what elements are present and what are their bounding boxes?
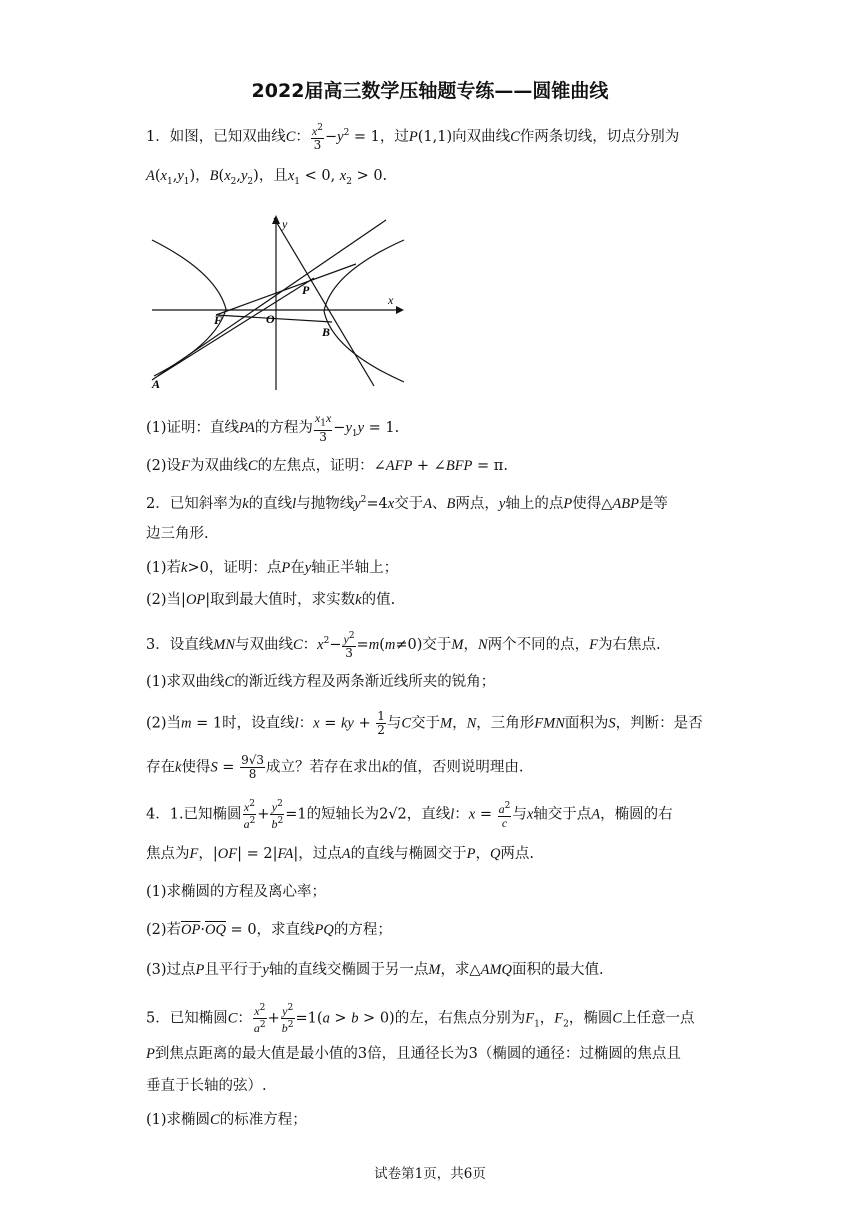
q4-part-1: (1)求椭圆的方程及离心率； bbox=[146, 884, 327, 900]
q2-line-2: 边三角形. bbox=[146, 526, 209, 542]
q5-line-3: 垂直于长轴的弦）. bbox=[146, 1078, 267, 1094]
q3-line-1: 3．设直线MN与双曲线C：$x^2-$ $\frac{y^2}{3}$ =m(m≠0)交于M，N两个不同的点，F为右焦点. bbox=[146, 631, 661, 660]
line-ap bbox=[158, 278, 314, 376]
q2-part-1: (1)若k>0，证明：点P在y轴正半轴上； bbox=[146, 560, 399, 576]
q3-part-1: (1)求双曲线C的渐近线方程及两条渐近线所夹的锐角； bbox=[146, 674, 496, 690]
q5-line-1: 5．已知椭圆C： $\frac{x^2}{a^2}$ + $\frac{y^2}{b^2}$ =1(a > b > 0)的左，右焦点分别为$F_1$，$F_2$，椭圆C上任意一点 bbox=[146, 1003, 695, 1035]
tangent-pa bbox=[152, 220, 386, 380]
label-o: O bbox=[266, 312, 275, 326]
hyperbola-figure bbox=[146, 212, 408, 392]
q3-part-2-cont: 存在k使得S = $\frac{9√3}{8}$ 成立？若存在求出k的值，否则说明理由. bbox=[146, 753, 524, 781]
label-x: x bbox=[388, 293, 394, 307]
q2-part-2: (2)当|OP|取到最大值时，求实数k的值. bbox=[146, 592, 396, 608]
label-p: P bbox=[302, 283, 310, 297]
q4-part-3: (3)过点P且平行于y轴的直线交椭圆于另一点M，求△AMQ面积的最大值. bbox=[146, 962, 604, 978]
q4-part-2: (2)若$\overline{OP}\cdot\overline{OQ} = 0$，求直线PQ的方程； bbox=[146, 922, 392, 938]
label-b: B bbox=[322, 325, 331, 339]
right-branch bbox=[324, 240, 404, 382]
q1-line-2: $A(x_1,y_1)$，$B(x_2,y_2)$，且$x_1 < 0$, $x_2 > 0$. bbox=[146, 168, 388, 187]
label-y: y bbox=[282, 217, 288, 231]
q4-line-2: 焦点为F，|OF| = 2|FA|，过点A的直线与椭圆交于P，Q两点. bbox=[146, 846, 535, 862]
q1-part-1: (1)证明：直线PA的方程为 $\frac{x_1x}{3}$ $-y_1y = 1$. bbox=[146, 411, 400, 445]
q1-part-2: (2)设F为双曲线C的左焦点，证明：∠AFP + ∠BFP = π. bbox=[146, 458, 508, 474]
q5-part-1: (1)求椭圆C的标准方程； bbox=[146, 1112, 307, 1128]
left-branch bbox=[152, 240, 226, 376]
label-a: A bbox=[152, 377, 161, 391]
page-footer: 试卷第1页，共6页 bbox=[374, 1166, 486, 1182]
q3-part-2: (2)当m = 1时，设直线l：x = ky + $\frac{1}{2}$ 与C交于M，N，三角形FMN面积为S，判断：是否 bbox=[146, 709, 703, 737]
tangent-pb bbox=[274, 218, 374, 386]
label-f: F bbox=[214, 313, 223, 327]
q4-line-1: 4．1.已知椭圆 $\frac{x^2}{a^2}$ + $\frac{y^2}{b^2}$ =1的短轴长为2√2，直线l：x = $\frac{a^2}{c}$ 与x轴交于点A，椭圆的右 bbox=[146, 799, 673, 831]
page-title: 2022届高三数学压轴题专练——圆锥曲线 bbox=[251, 80, 609, 102]
x-axis-arrow bbox=[396, 306, 404, 314]
q2-line-1: 2．已知斜率为k的直线l与抛物线$y^2=4x$交于A、B两点，y轴上的点P使得△ABP是等 bbox=[146, 495, 668, 512]
y-axis-arrow bbox=[272, 215, 280, 224]
q5-line-2: P到焦点距离的最大值是最小值的3倍，且通径长为3（椭圆的通径：过椭圆的焦点且 bbox=[146, 1046, 681, 1062]
q1-line-1: 1．如图，已知双曲线C： $\frac{x^2}{3}$ $-y^2 = 1$，过P(1,1)向双曲线C作两条切线，切点分别为 bbox=[146, 123, 680, 152]
line-fp bbox=[216, 264, 356, 315]
